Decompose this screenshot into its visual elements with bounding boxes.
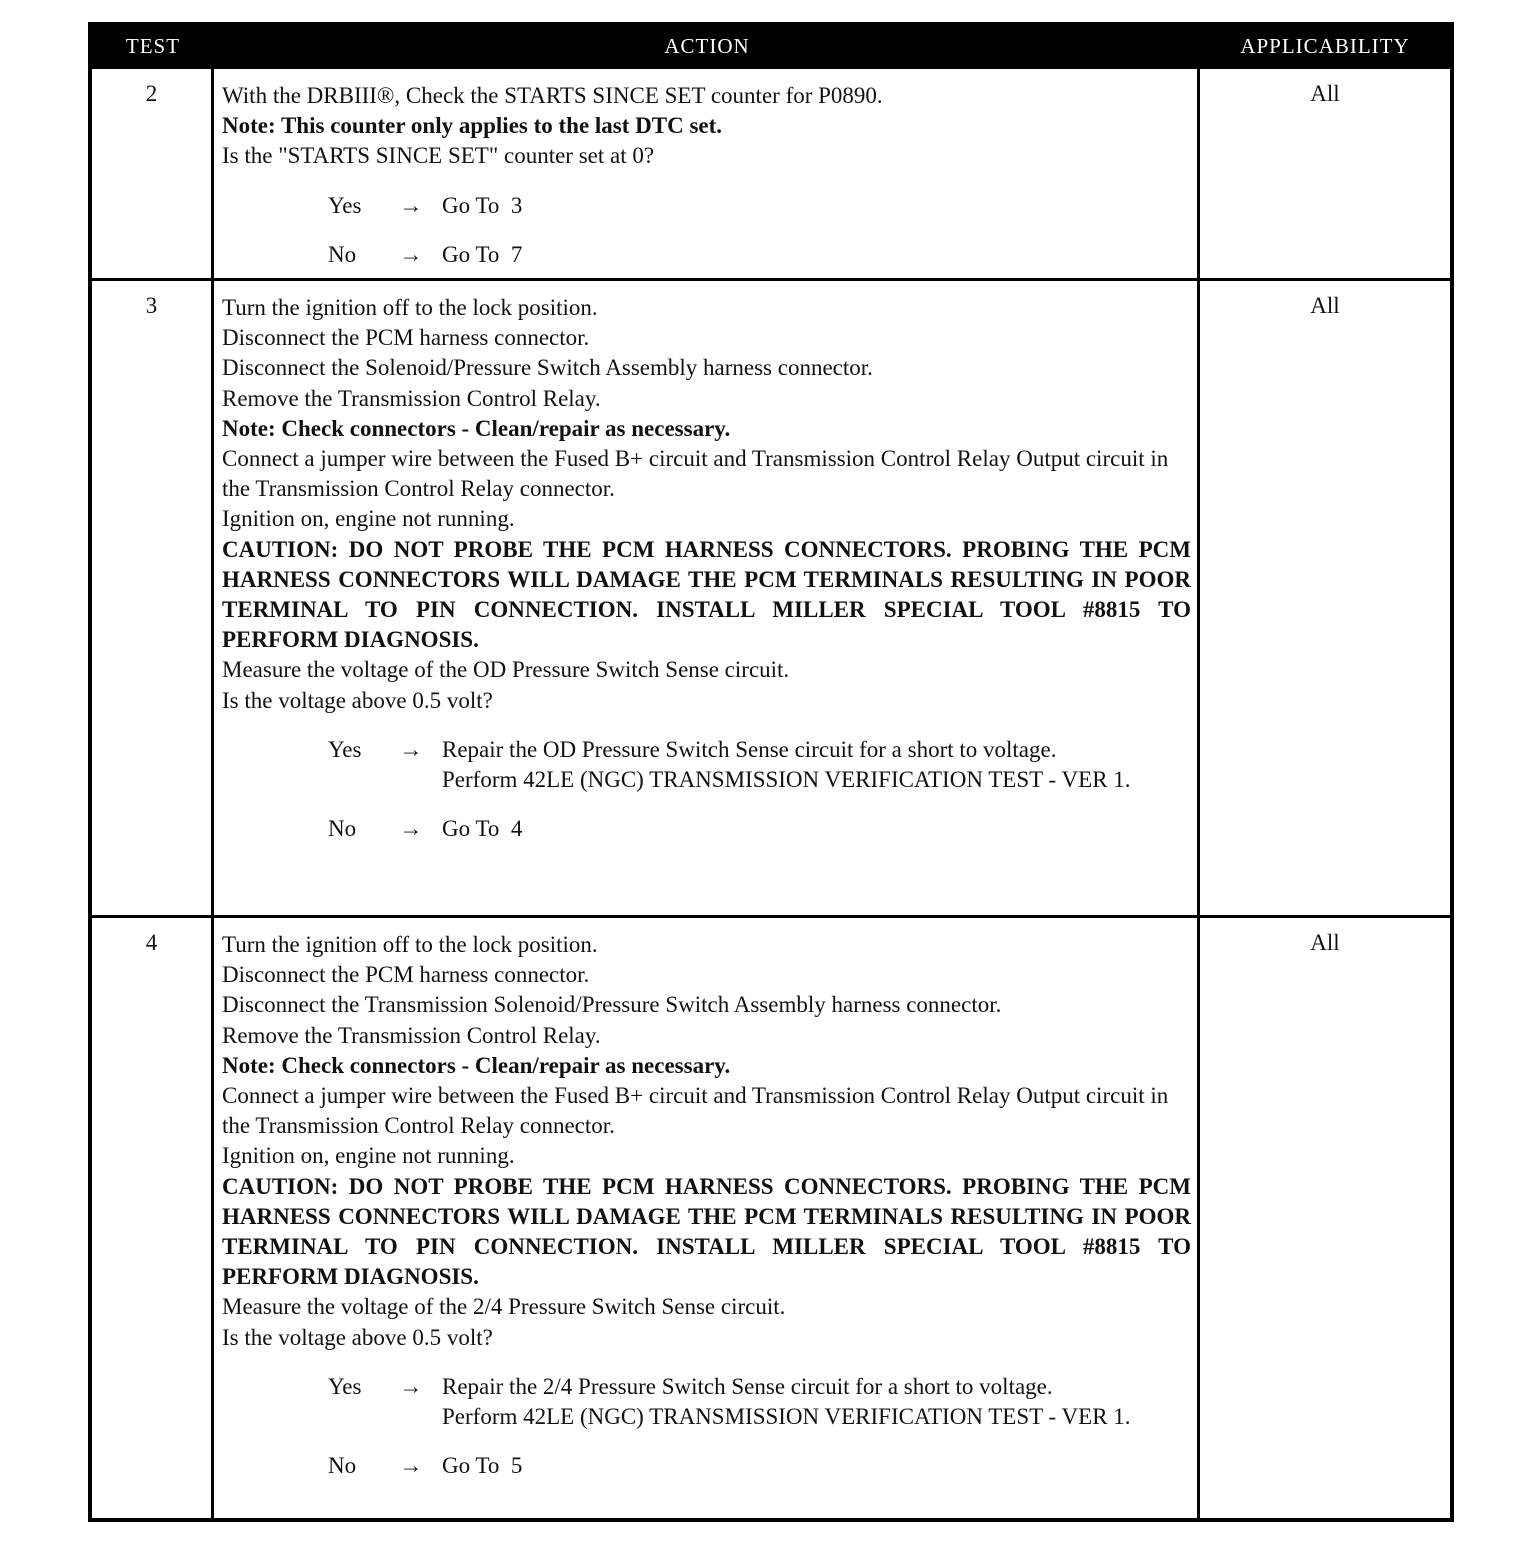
yes-answer (222, 735, 1191, 795)
yes-label: Yes (328, 1373, 362, 1399)
test-applicability: All (1310, 81, 1340, 106)
action-step: Remove the Transmission Control Relay. (222, 1022, 601, 1048)
test-row-3 (92, 278, 1450, 915)
test-applicability: All (1310, 930, 1340, 955)
yes-answer (222, 1372, 1191, 1432)
action-step: Measure the voltage of the OD Pressure Switch Sense circuit. (222, 657, 790, 683)
action-question: Is the voltage above 0.5 volt? (222, 687, 493, 713)
no-label: No (328, 1453, 357, 1479)
header-applicability: APPLICABILITY (1240, 33, 1410, 58)
action-question: Is the voltage above 0.5 volt? (222, 1324, 493, 1350)
header-action: ACTION (664, 33, 750, 58)
test-action (214, 69, 1200, 278)
arrow-icon: → (399, 1453, 423, 1479)
no-answer (222, 240, 1191, 270)
action-step: Disconnect the PCM harness connector. (222, 962, 590, 988)
action-note: Note: This counter only applies to the last DTC set. (222, 113, 723, 139)
arrow-icon: → (399, 241, 423, 267)
yes-answer (222, 191, 1191, 221)
action-step: Disconnect the PCM harness connector. (222, 325, 590, 351)
action-step: Disconnect the Solenoid/Pressure Switch Assembly harness connector. (222, 355, 873, 381)
no-answer (222, 1451, 1191, 1481)
action-step: Connect a jumper wire between the Fused B+ circuit and Transmission Control Relay Output circuit in the Transmission Control Relay connector. (222, 1083, 1169, 1139)
caution-text: CAUTION: DO NOT PROBE THE PCM HARNESS CONNECTORS. PROBING THE PCM HARNESS CONNECTORS WILL DAMAGE THE PCM TERMINALS RESULTING IN POOR TERMINAL TO PIN CONNECTION. INSTALL MILLER SPECIAL TOOL #8815 TO PERFORM DIAGNOSIS. (222, 536, 1191, 653)
no-result: Go To 4 (442, 816, 523, 842)
test-action (214, 281, 1200, 915)
action-step: Measure the voltage of the 2/4 Pressure Switch Sense circuit. (222, 1294, 786, 1320)
yes-result-line: Repair the 2/4 Pressure Switch Sense circuit for a short to voltage. (442, 1373, 1053, 1399)
action-step: Ignition on, engine not running. (222, 1143, 515, 1169)
test-number: 2 (92, 69, 214, 278)
yes-result-line: Repair the OD Pressure Switch Sense circuit for a short to voltage. (442, 736, 1057, 762)
no-label: No (328, 241, 357, 267)
action-step: Disconnect the Transmission Solenoid/Pressure Switch Assembly harness connector. (222, 992, 1002, 1018)
test-applicability: All (1310, 293, 1340, 318)
action-note: Note: Check connectors - Clean/repair as necessary. (222, 415, 731, 441)
test-row-2 (92, 66, 1450, 278)
arrow-icon: → (399, 816, 423, 842)
no-answer (222, 814, 1191, 844)
yes-result-line: Perform 42LE (NGC) TRANSMISSION VERIFICATION TEST - VER 1. (442, 1404, 1131, 1430)
no-result: Go To 5 (442, 1453, 523, 1479)
test-action (214, 918, 1200, 1518)
arrow-icon: → (399, 192, 423, 218)
yes-label: Yes (328, 736, 362, 762)
no-label: No (328, 816, 357, 842)
action-question: Is the "STARTS SINCE SET" counter set at 0? (222, 143, 655, 169)
diagnostic-test-table (88, 22, 1454, 1522)
action-step: Turn the ignition off to the lock position. (222, 932, 598, 957)
test-number: 4 (92, 918, 214, 1518)
arrow-icon: → (399, 1373, 423, 1399)
header-test: TEST (125, 33, 181, 58)
test-row-4 (92, 915, 1450, 1518)
test-number: 3 (92, 281, 214, 915)
action-note: Note: Check connectors - Clean/repair as necessary. (222, 1052, 731, 1078)
no-result: Go To 7 (442, 241, 523, 267)
action-step: Ignition on, engine not running. (222, 506, 515, 532)
action-step: Connect a jumper wire between the Fused B+ circuit and Transmission Control Relay Output circuit in the Transmission Control Relay connector. (222, 446, 1169, 502)
action-step: Remove the Transmission Control Relay. (222, 385, 601, 411)
yes-result-line: Perform 42LE (NGC) TRANSMISSION VERIFICATION TEST - VER 1. (442, 767, 1131, 793)
yes-result (442, 735, 1191, 795)
yes-result (442, 1372, 1191, 1432)
table-header (92, 26, 1450, 66)
yes-label: Yes (328, 192, 362, 218)
caution-text: CAUTION: DO NOT PROBE THE PCM HARNESS CONNECTORS. PROBING THE PCM HARNESS CONNECTORS WILL DAMAGE THE PCM TERMINALS RESULTING IN POOR TERMINAL TO PIN CONNECTION. INSTALL MILLER SPECIAL TOOL #8815 TO PERFORM DIAGNOSIS. (222, 1173, 1191, 1290)
action-step: With the DRBIII®, Check the STARTS SINCE SET counter for P0890. (222, 83, 883, 108)
action-step: Turn the ignition off to the lock position. (222, 295, 598, 320)
arrow-icon: → (399, 736, 423, 762)
yes-result: Go To 3 (442, 192, 523, 218)
